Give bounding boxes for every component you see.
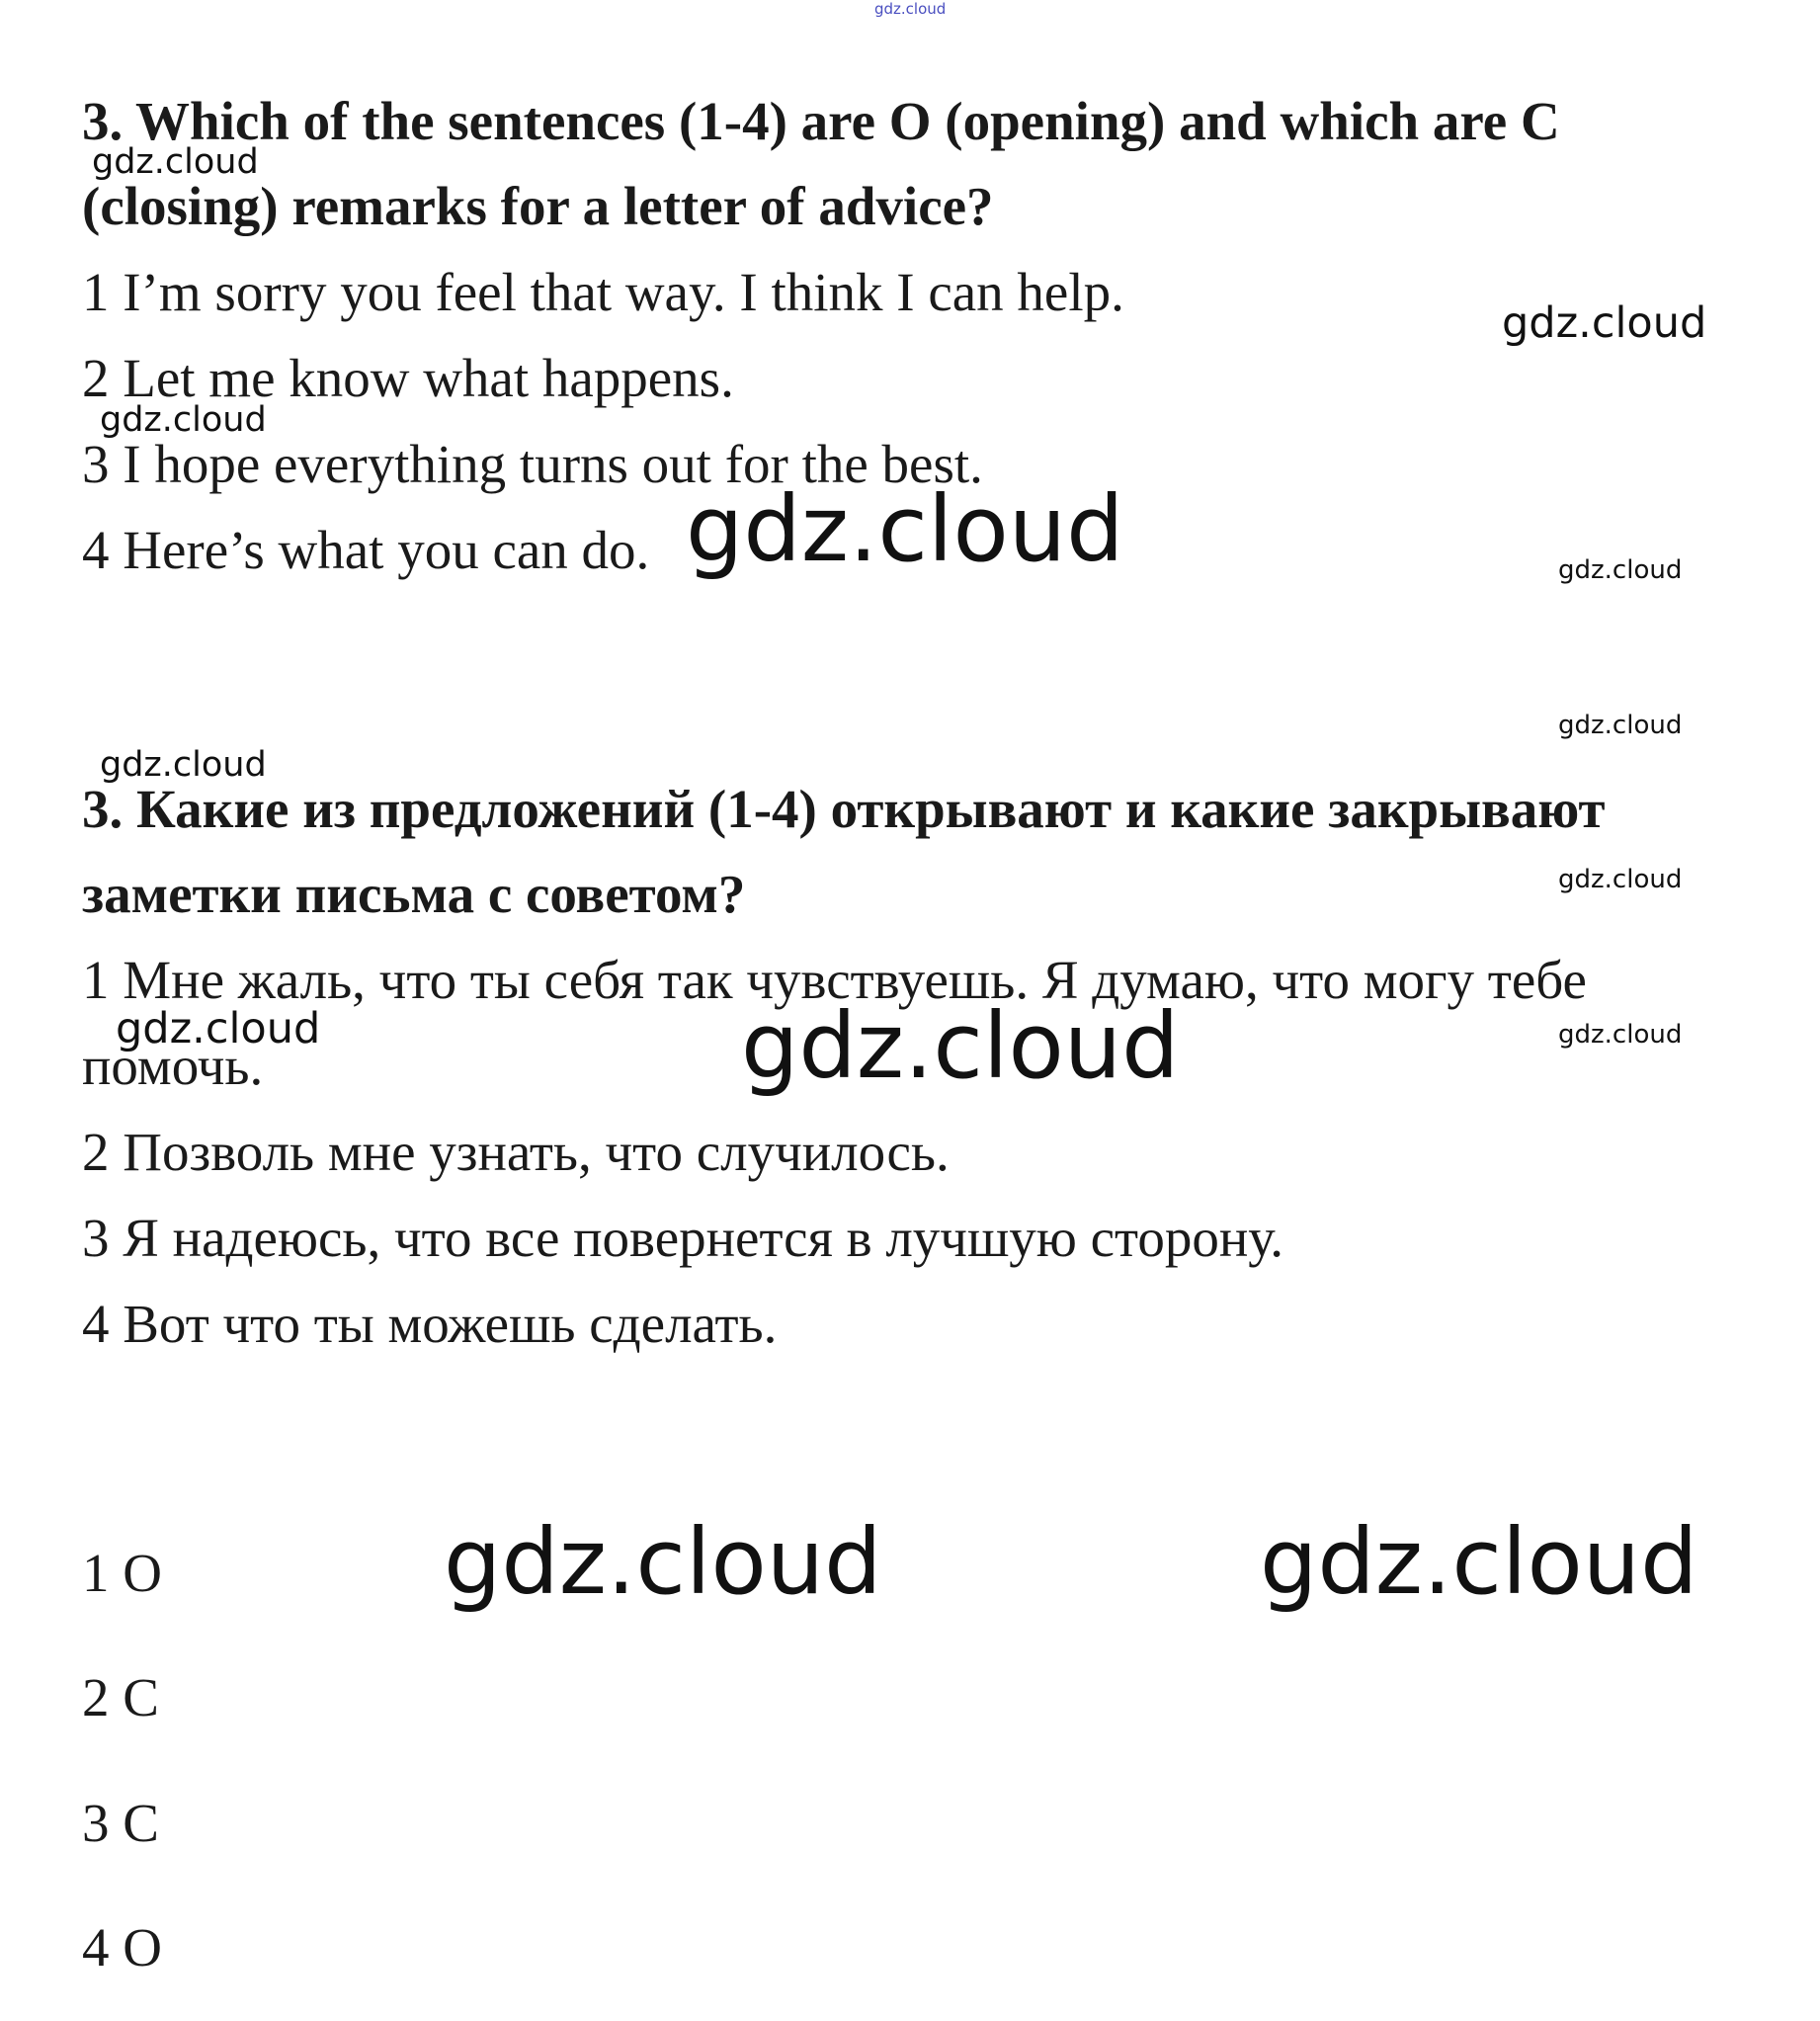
task-heading-ru-line1: 3. Какие из предложений (1-4) открывают и какие закрывают xyxy=(82,779,1606,839)
sentence-ru-1-line1: 1 Мне жаль, что ты себя так чувствуешь. Я думаю, что могу тебе xyxy=(82,950,1587,1010)
watermark: gdz.cloud xyxy=(100,400,267,440)
answer-3: 3 C xyxy=(82,1793,159,1853)
sentence-ru-2: 2 Позволь мне узнать, что случилось. xyxy=(82,1122,950,1182)
watermark: gdz.cloud xyxy=(1502,298,1707,348)
watermark: gdz.cloud xyxy=(1558,711,1683,740)
watermark: gdz.cloud xyxy=(92,142,259,182)
watermark: gdz.cloud xyxy=(1558,1020,1683,1050)
task-heading-ru-line2: заметки письма с советом? xyxy=(82,864,746,924)
watermark: gdz.cloud xyxy=(444,1509,882,1615)
sentence-en-4: 4 Here’s what you can do. xyxy=(82,520,650,580)
sentence-ru-1-line2: помочь. xyxy=(82,1036,264,1096)
answer-1: 1 O xyxy=(82,1543,162,1603)
watermark-top: gdz.cloud xyxy=(874,0,947,18)
sentence-ru-3: 3 Я надеюсь, что все повернется в лучшую сторону. xyxy=(82,1208,1284,1268)
watermark: gdz.cloud xyxy=(100,745,267,785)
sentence-en-3: 3 I hope everything turns out for the best. xyxy=(82,434,983,494)
task-heading-en-line1: 3. Which of the sentences (1-4) are O (opening) and which are C xyxy=(82,91,1560,151)
watermark: gdz.cloud xyxy=(741,993,1180,1099)
sentence-en-1: 1 I’m sorry you feel that way. I think I can help. xyxy=(82,262,1124,322)
sentence-ru-4: 4 Вот что ты можешь сделать. xyxy=(82,1294,778,1354)
task-heading-en-line2: (closing) remarks for a letter of advice? xyxy=(82,176,994,236)
watermark: gdz.cloud xyxy=(1558,555,1683,585)
answer-2: 2 C xyxy=(82,1667,159,1727)
answer-4: 4 O xyxy=(82,1917,162,1978)
sentence-en-2: 2 Let me know what happens. xyxy=(82,348,734,408)
watermark: gdz.cloud xyxy=(686,476,1124,582)
watermark: gdz.cloud xyxy=(116,1004,321,1053)
watermark: gdz.cloud xyxy=(1558,865,1683,894)
watermark: gdz.cloud xyxy=(1260,1509,1698,1615)
